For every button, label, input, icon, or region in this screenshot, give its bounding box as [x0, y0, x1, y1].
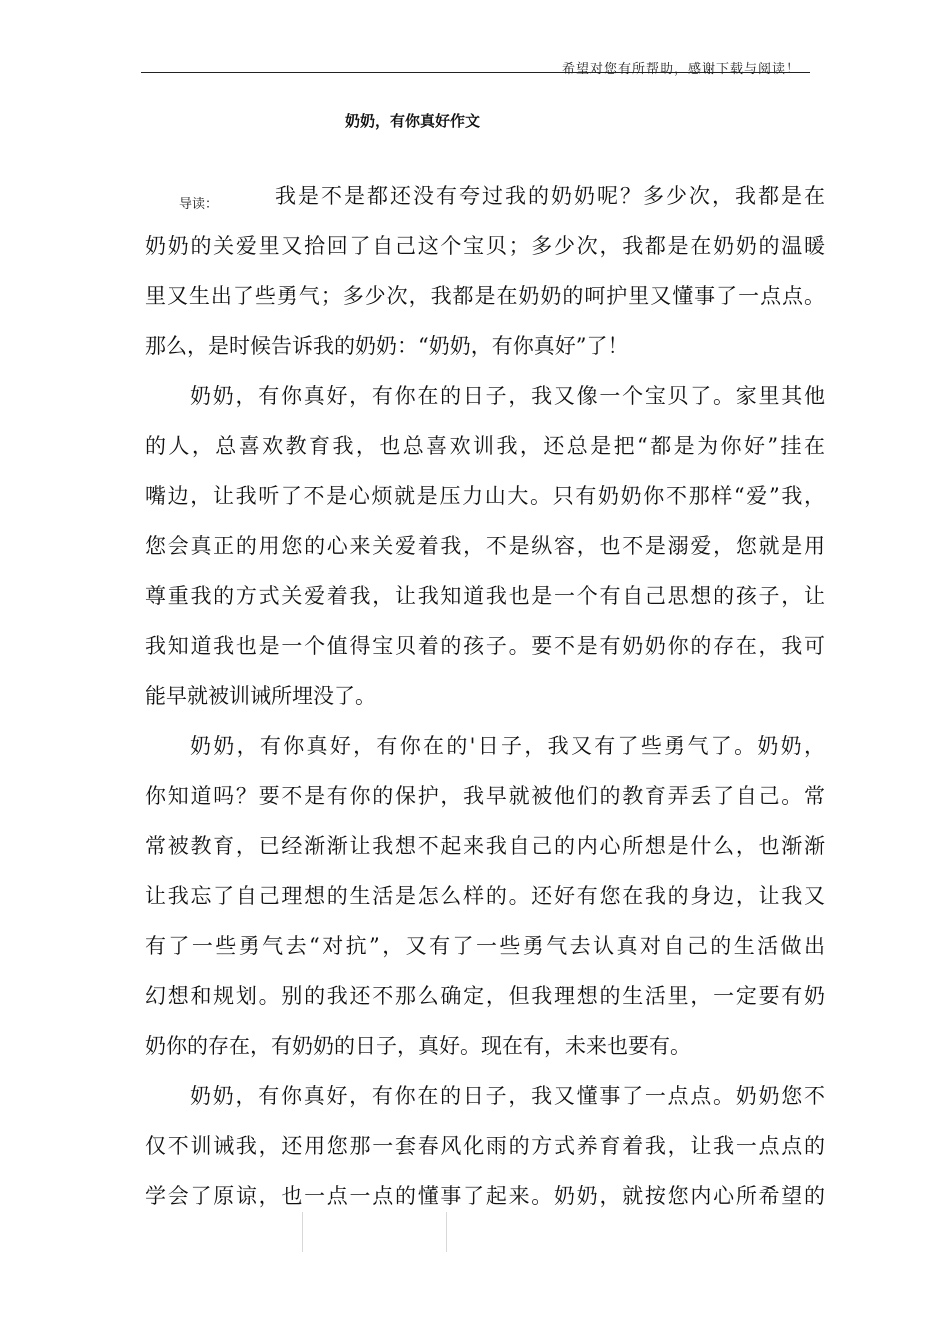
- paragraph-2-line: 有了一些勇气去“对抗”，又有了一些勇气去认真对自己的生活做出: [145, 934, 825, 958]
- lead-line: 里又生出了些勇气；多少次，我都是在奶奶的呵护里又懂事了一点点。: [145, 284, 825, 308]
- page-edge-mark: [446, 1212, 447, 1252]
- lead-line: 奶奶的关爱里又拾回了自己这个宝贝；多少次，我都是在奶奶的温暖: [145, 234, 825, 258]
- paragraph-3-line: 奶奶，有你真好，有你在的日子，我又懂事了一点点。奶奶您不: [190, 1084, 825, 1108]
- lead-line: 我是不是都还没有夸过我的奶奶呢？多少次，我都是在: [275, 184, 825, 208]
- lead-label: 导读：: [179, 197, 219, 212]
- paragraph-1-line: 的人，总喜欢教育我，也总喜欢训我，还总是把“都是为你好”挂在: [145, 434, 825, 458]
- paragraph-1-line: 能早就被训诫所埋没了。: [145, 684, 376, 708]
- lead-line: 那么，是时候告诉我的奶奶：“奶奶，有你真好”了！: [145, 334, 629, 358]
- paragraph-2-line: 让我忘了自己理想的生活是怎么样的。还好有您在我的身边，让我又: [145, 884, 825, 908]
- page-header-text: 希望对您有所帮助，感谢下载与阅读！: [562, 62, 801, 77]
- document-title: 奶奶，有你真好作文: [345, 112, 481, 130]
- paragraph-2-line: 幻想和规划。别的我还不那么确定，但我理想的生活里，一定要有奶: [145, 984, 825, 1008]
- paragraph-2-line: 奶奶，有你真好，有你在的'日子，我又有了些勇气了。奶奶，: [190, 734, 825, 758]
- paragraph-3-line: 学会了原谅，也一点一点的懂事了起来。奶奶，就按您内心所希望的: [145, 1184, 825, 1208]
- paragraph-2-line: 你知道吗？要不是有你的保护，我早就被他们的教育弄丢了自己。常: [145, 784, 825, 808]
- paragraph-1-line: 嘴边，让我听了不是心烦就是压力山大。只有奶奶你不那样“爱”我，: [145, 484, 825, 508]
- page-edge-mark: [302, 1212, 303, 1252]
- paragraph-2-line: 常被教育，已经渐渐让我想不起来我自己的内心所想是什么，也渐渐: [145, 834, 825, 858]
- header-divider: [141, 72, 810, 73]
- paragraph-1-line: 尊重我的方式关爱着我，让我知道我也是一个有自己思想的孩子，让: [145, 584, 825, 608]
- paragraph-1-line: 我知道我也是一个值得宝贝着的孩子。要不是有奶奶你的存在，我可: [145, 634, 825, 658]
- paragraph-3-line: 仅不训诫我，还用您那一套春风化雨的方式养育着我，让我一点点的: [145, 1134, 825, 1158]
- paragraph-1-line: 您会真正的用您的心来关爱着我，不是纵容，也不是溺爱，您就是用: [145, 534, 825, 558]
- paragraph-2-line: 奶你的存在，有奶奶的日子，真好。现在有，未来也要有。: [145, 1034, 691, 1058]
- paragraph-1-line: 奶奶，有你真好，有你在的日子，我又像一个宝贝了。家里其他: [190, 384, 825, 408]
